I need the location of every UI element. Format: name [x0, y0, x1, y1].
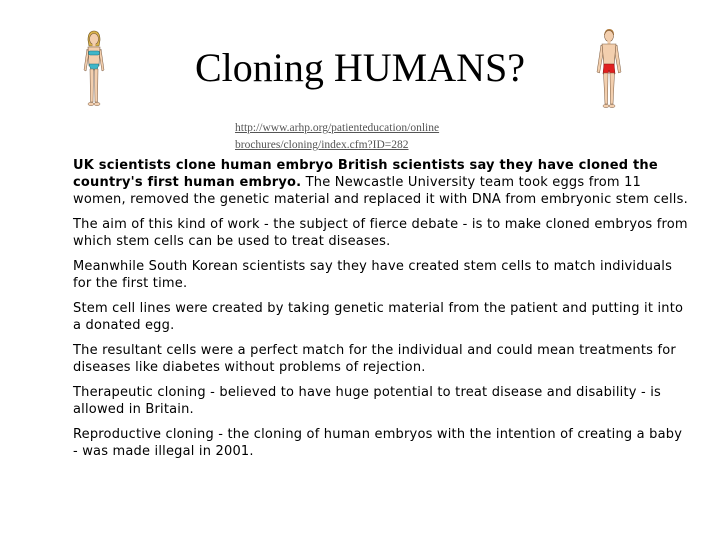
lead-paragraph: [73, 157, 688, 208]
paragraph-stem-cell-lines: Stem cell lines were created by taking genetic material from the patient and putting it into a donated egg.: [73, 301, 684, 333]
article-body: [73, 157, 688, 468]
source-link-line-1[interactable]: http://www.arhp.org/patienteducation/online: [235, 122, 440, 134]
paragraph-aim: The aim of this kind of work - the subject of fierce debate - is to make cloned embryos from which stem cells can be used to treat diseases.: [73, 217, 688, 249]
source-link-line-2[interactable]: brochures/cloning/index.cfm?ID=282: [235, 139, 409, 151]
page-title: Cloning HUMANS?: [194, 45, 526, 90]
paragraph-therapeutic-cloning: Therapeutic cloning - believed to have huge potential to treat disease and disability - is allowed in Britain.: [73, 385, 662, 417]
lead-headline: UK scientists clone human embryo British scientists say they have cloned the country's first human embryo.: [73, 158, 658, 190]
source-link[interactable]: [235, 120, 505, 154]
paragraph-south-korea: Meanwhile South Korean scientists say they have created stem cells to match individuals for the first time.: [73, 259, 673, 291]
lead-text: The Newcastle University team took eggs from 11 women, removed the genetic material and replaced it with DNA from embryonic stem cells.: [73, 175, 688, 207]
paragraph-reproductive-cloning: Reproductive cloning - the cloning of human embryos with the intention of creating a baby - was made illegal in 2001.: [73, 427, 683, 459]
paragraph-resultant-cells: The resultant cells were a perfect match for the individual and could mean treatments for diseases like diabetes without problems of rejection.: [73, 343, 676, 375]
